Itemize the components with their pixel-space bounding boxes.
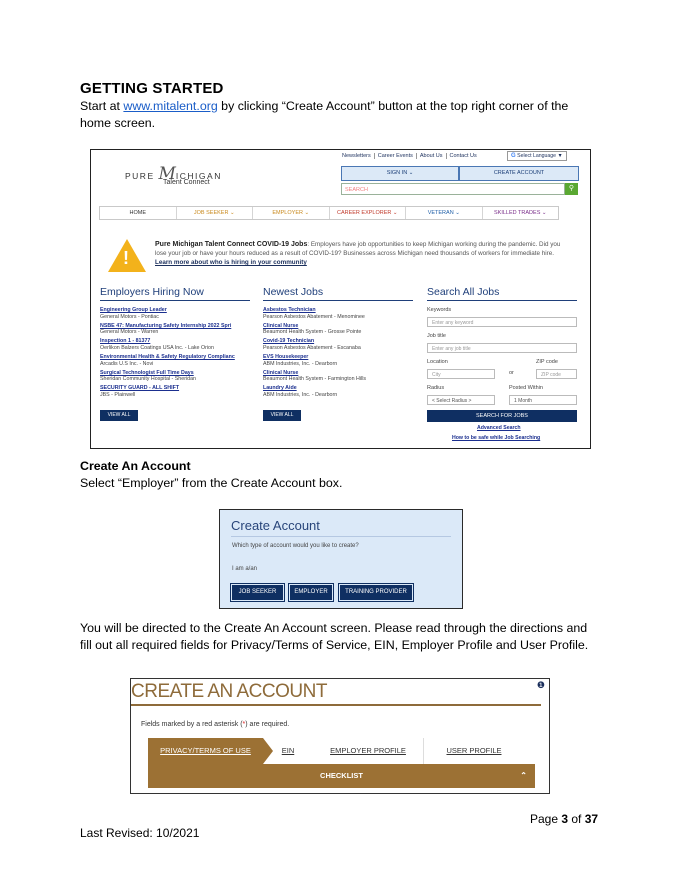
chevron-up-icon: ⌃ bbox=[520, 771, 527, 780]
newest-jobs-heading: Newest Jobs bbox=[263, 286, 324, 298]
view-all-employers-button[interactable]: VIEW ALL bbox=[100, 410, 138, 421]
newest-job-link[interactable]: Covid-19 Technician bbox=[263, 338, 315, 345]
create-account-title: Create Account bbox=[231, 518, 320, 533]
create-account-box-screenshot bbox=[219, 509, 463, 609]
section-heading-getting-started: GETTING STARTED bbox=[80, 80, 224, 97]
employer-job-link[interactable]: Environmental Health & Safety Regulatory Complianc bbox=[100, 354, 235, 361]
radius-select[interactable]: < Select Radius > bbox=[427, 395, 495, 405]
newest-jobs-list: Asbestos Technician Pearson Asbestos Abatement - Menominee Clinical Nurse Beaumont Health System - Grosse Pointe Covid-19 Technician Pearson Asbestos Abatement - Escanaba EVS Housekeeper ABM Industries, Inc. - Dearborn Clinical Nurse Beaumont Health System - Farmington Hills Laundry Aide ABM Industries, Inc. - Dearborn bbox=[263, 307, 419, 401]
main-nav bbox=[99, 206, 559, 220]
posted-within-label: Posted Within bbox=[509, 385, 543, 391]
top-link-career-events[interactable]: Career Events bbox=[375, 153, 417, 159]
employer-job-link[interactable]: SECURITY GUARD - ALL SHIFT bbox=[100, 385, 180, 392]
job-title-label: Job title bbox=[427, 333, 446, 339]
keywords-label: Keywords bbox=[427, 307, 452, 313]
keywords-input[interactable]: Enter any keyword bbox=[427, 317, 577, 327]
top-link-newsletters[interactable]: Newsletters bbox=[339, 153, 375, 159]
create-account-screen-paragraph: You will be directed to the Create An Account screen. Please read through the directions and fill out all required fields for Privacy/Terms of Service, EIN, Employer Profile and User Profile. bbox=[80, 621, 589, 652]
employer-job-link[interactable]: Engineering Group Leader bbox=[100, 307, 167, 313]
mitalent-home-screenshot bbox=[90, 149, 591, 449]
getting-started-paragraph bbox=[80, 98, 600, 132]
employers-hiring-heading: Employers Hiring Now bbox=[100, 286, 204, 298]
language-select[interactable]: G Select Language ▼ bbox=[507, 151, 567, 161]
employer-job-link[interactable]: NSBE 47: Manufacturing Safety Internship 2022 Spri bbox=[100, 322, 232, 329]
covid-notice: Pure Michigan Talent Connect COVID-19 Jobs: Employers have job opportunities to keep Michigan working during the pandemic. Did you lose your job or have your hours reduced as a result of COVID-19? Businesses across Michigan need thousands of workers for immediate hire. Learn more about who is hiring in your community bbox=[155, 241, 561, 266]
posted-within-select[interactable]: 1 Month bbox=[509, 395, 577, 405]
or-text: or bbox=[509, 370, 514, 376]
advanced-search-link[interactable]: Advanced Search bbox=[477, 425, 521, 431]
section-heading-create-account: Create An Account bbox=[80, 459, 191, 473]
zip-label: ZIP code bbox=[536, 359, 558, 365]
search-all-jobs-heading: Search All Jobs bbox=[427, 286, 500, 298]
newest-job-link[interactable]: Laundry Aide bbox=[263, 385, 297, 392]
job-title-input[interactable]: Enter any job title bbox=[427, 343, 577, 353]
intro-prefix: Start at bbox=[80, 99, 124, 113]
mitalent-link[interactable]: www.mitalent.org bbox=[123, 99, 218, 113]
search-for-jobs-button[interactable]: SEARCH FOR JOBS bbox=[427, 410, 577, 422]
radius-label: Radius bbox=[427, 385, 445, 391]
covid-learn-more-link[interactable]: Learn more about who is hiring in your community bbox=[155, 259, 307, 266]
training-provider-button[interactable]: TRAINING PROVIDER bbox=[340, 585, 412, 600]
employer-job-link[interactable]: Surgical Technologist Full Time Days bbox=[100, 369, 194, 376]
nav-career-explorer[interactable]: CAREER EXPLORER ⌄ bbox=[330, 207, 407, 219]
newest-job-link[interactable]: EVS Housekeeper bbox=[263, 354, 309, 361]
help-icon[interactable]: ❶ bbox=[536, 680, 545, 690]
city-input[interactable]: City bbox=[427, 369, 495, 379]
employers-list: Engineering Group Leader General Motors - Pontiac NSBE 47: Manufacturing Safety Internship 2022 Spri General Motors - Warren Inspection 1 - 81377 Oerlikon Balzers Coatings USA Inc. - Lake Orion Environmental Health & Safety Regulatory Complianc Arcadis U.S Inc. - Novi Surgical Technologist Full Time Days Sheridan Community Hospital - Sheridan SECURITY GUARD - ALL SHIFT JBS - Plainwell bbox=[100, 307, 256, 401]
location-label: Location bbox=[427, 359, 448, 365]
newest-job-link[interactable]: Clinical Nurse bbox=[263, 369, 299, 376]
warning-exclamation: ! bbox=[123, 248, 129, 268]
view-all-newest-button[interactable]: VIEW ALL bbox=[263, 410, 301, 421]
step-privacy-terms[interactable]: PRIVACY/TERMS OF USE bbox=[148, 738, 263, 764]
create-an-account-title: CREATE AN ACCOUNT bbox=[131, 681, 327, 702]
account-type-question: Which type of account would you like to create? bbox=[232, 543, 359, 549]
nav-skilled-trades[interactable]: SKILLED TRADES ⌄ bbox=[494, 210, 547, 216]
search-icon[interactable]: ⚲ bbox=[565, 183, 578, 195]
newest-job-link[interactable]: Asbestos Technician bbox=[263, 307, 316, 313]
checklist-bar[interactable]: CHECKLIST ⌃ bbox=[148, 764, 535, 788]
create-an-account-screenshot bbox=[130, 678, 550, 794]
required-fields-note: Fields marked by a red asterisk (*) are required. bbox=[141, 721, 290, 728]
page-number: Page 3 of 37 bbox=[530, 812, 599, 826]
create-account-button[interactable]: CREATE ACCOUNT bbox=[459, 166, 579, 181]
last-revised: Last Revised: 10/2021 bbox=[80, 826, 200, 840]
employer-button[interactable]: EMPLOYER bbox=[290, 585, 332, 600]
google-g-icon: G bbox=[511, 153, 516, 159]
account-steps bbox=[148, 738, 535, 764]
zip-input[interactable]: ZIP code bbox=[536, 369, 577, 379]
search-input[interactable]: SEARCH bbox=[341, 183, 565, 195]
step-employer-profile[interactable]: EMPLOYER PROFILE bbox=[330, 746, 406, 755]
nav-home[interactable]: HOME bbox=[100, 207, 177, 219]
create-account-instructions: Select “Employer” from the Create Account box. bbox=[80, 476, 343, 490]
step-user-profile[interactable]: USER PROFILE bbox=[423, 738, 524, 764]
intro-suffix: by clicking “Create Account” button at the top right corner of the home screen. bbox=[80, 99, 569, 130]
step-ein[interactable]: EIN bbox=[281, 746, 295, 755]
employer-job-link[interactable]: Inspection 1 - 81377 bbox=[100, 338, 151, 345]
i-am-label: I am a/an bbox=[232, 566, 258, 572]
top-link-contact-us[interactable]: Contact Us bbox=[449, 153, 477, 159]
job-seeker-button[interactable]: JOB SEEKER bbox=[232, 585, 283, 600]
nav-veteran[interactable]: VETERAN ⌄ bbox=[406, 207, 483, 219]
nav-employer[interactable]: EMPLOYER ⌄ bbox=[253, 207, 330, 219]
pure-michigan-logo[interactable]: PURE MICHIGAN bbox=[125, 164, 222, 184]
logo-subtitle: Talent Connect bbox=[163, 179, 210, 186]
top-links bbox=[339, 153, 480, 159]
job-search-safety-link[interactable]: How to be safe while Job Searching bbox=[452, 435, 541, 441]
nav-job-seeker[interactable]: JOB SEEKER ⌄ bbox=[177, 207, 254, 219]
newest-job-link[interactable]: Clinical Nurse bbox=[263, 322, 299, 329]
sign-in-button[interactable]: SIGN IN ⌄ bbox=[341, 166, 459, 181]
top-link-about-us[interactable]: About Us bbox=[417, 153, 447, 159]
